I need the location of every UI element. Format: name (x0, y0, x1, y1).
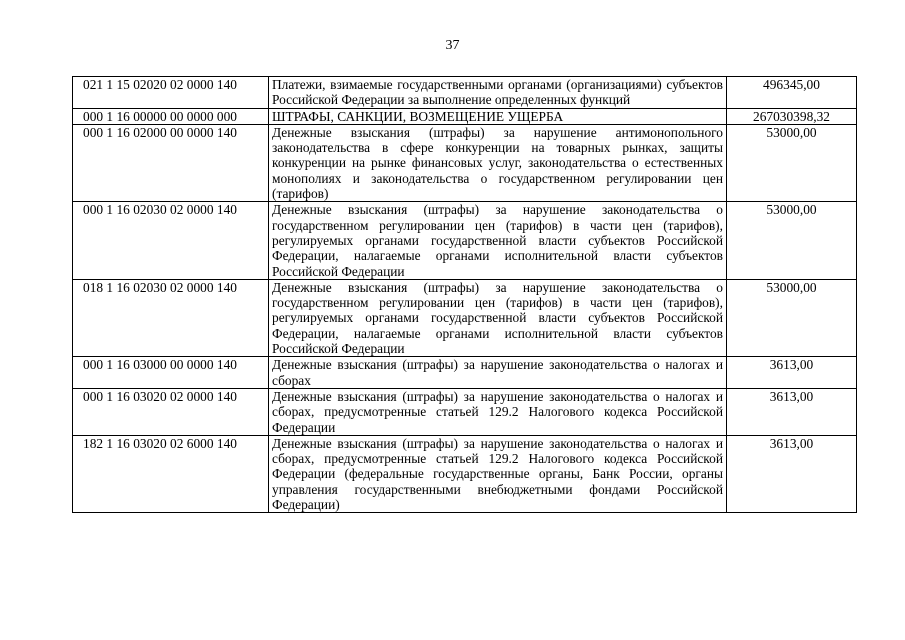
revenue-amount: 3613,00 (727, 357, 857, 389)
revenue-name: Денежные взыскания (штрафы) за нарушение законодательства о налогах и сборах (269, 357, 727, 389)
revenue-amount: 53000,00 (727, 124, 857, 201)
table-row (73, 357, 857, 389)
revenue-amount: 496345,00 (727, 77, 857, 109)
budget-revenue-table (72, 76, 857, 513)
table-row (73, 202, 857, 279)
budget-classification-code: 182 1 16 03020 02 6000 140 (73, 435, 269, 512)
revenue-name: Денежные взыскания (штрафы) за нарушение законодательства о государственном регулировании цен (тарифов) в части цен (тарифов), регулируемых органами государственной власти субъектов Российской Федерации, налагаемые органами исполнительной власти субъектов Российской Федерации (269, 279, 727, 356)
revenue-amount: 3613,00 (727, 388, 857, 435)
budget-classification-code: 000 1 16 00000 00 0000 000 (73, 108, 269, 124)
budget-classification-code: 021 1 15 02020 02 0000 140 (73, 77, 269, 109)
budget-classification-code: 000 1 16 03020 02 0000 140 (73, 388, 269, 435)
revenue-name: Денежные взыскания (штрафы) за нарушение законодательства о налогах и сборах, предусмотренные статьей 129.2 Налогового кодекса Российской Федерации (федеральные государственные органы, Банк России, органы управления государственными внебюджетными фондами Российской Федерации) (269, 435, 727, 512)
table-row (73, 388, 857, 435)
page-number: 37 (445, 38, 460, 53)
revenue-amount: 53000,00 (727, 279, 857, 356)
table-row (73, 108, 857, 124)
revenue-name: Денежные взыскания (штрафы) за нарушение антимонопольного законодательства в сфере конкуренции на товарных рынках, защиты конкуренции на рынке финансовых услуг, законодательства о естественных монополиях и законодательства о государственном регулировании цен (тарифов) (269, 124, 727, 201)
revenue-name: Денежные взыскания (штрафы) за нарушение законодательства о налогах и сборах, предусмотренные статьей 129.2 Налогового кодекса Российской Федерации (269, 388, 727, 435)
revenue-name: Платежи, взимаемые государственными органами (организациями) субъектов Российской Федерации за выполнение определенных функций (269, 77, 727, 109)
revenue-amount: 53000,00 (727, 202, 857, 279)
table-row (73, 435, 857, 512)
table-row (73, 124, 857, 201)
revenue-amount: 267030398,32 (727, 108, 857, 124)
revenue-amount: 3613,00 (727, 435, 857, 512)
budget-classification-code: 000 1 16 02000 00 0000 140 (73, 124, 269, 201)
budget-classification-code: 018 1 16 02030 02 0000 140 (73, 279, 269, 356)
budget-classification-code: 000 1 16 02030 02 0000 140 (73, 202, 269, 279)
revenue-name: Денежные взыскания (штрафы) за нарушение законодательства о государственном регулировании цен (тарифов) в части цен (тарифов), регулируемых органами государственной власти субъектов Российской Федерации, налагаемые органами исполнительной власти субъектов Российской Федерации (269, 202, 727, 279)
table-row (73, 77, 857, 109)
budget-classification-code: 000 1 16 03000 00 0000 140 (73, 357, 269, 389)
table-row (73, 279, 857, 356)
revenue-name: ШТРАФЫ, САНКЦИИ, ВОЗМЕЩЕНИЕ УЩЕРБА (269, 108, 727, 124)
